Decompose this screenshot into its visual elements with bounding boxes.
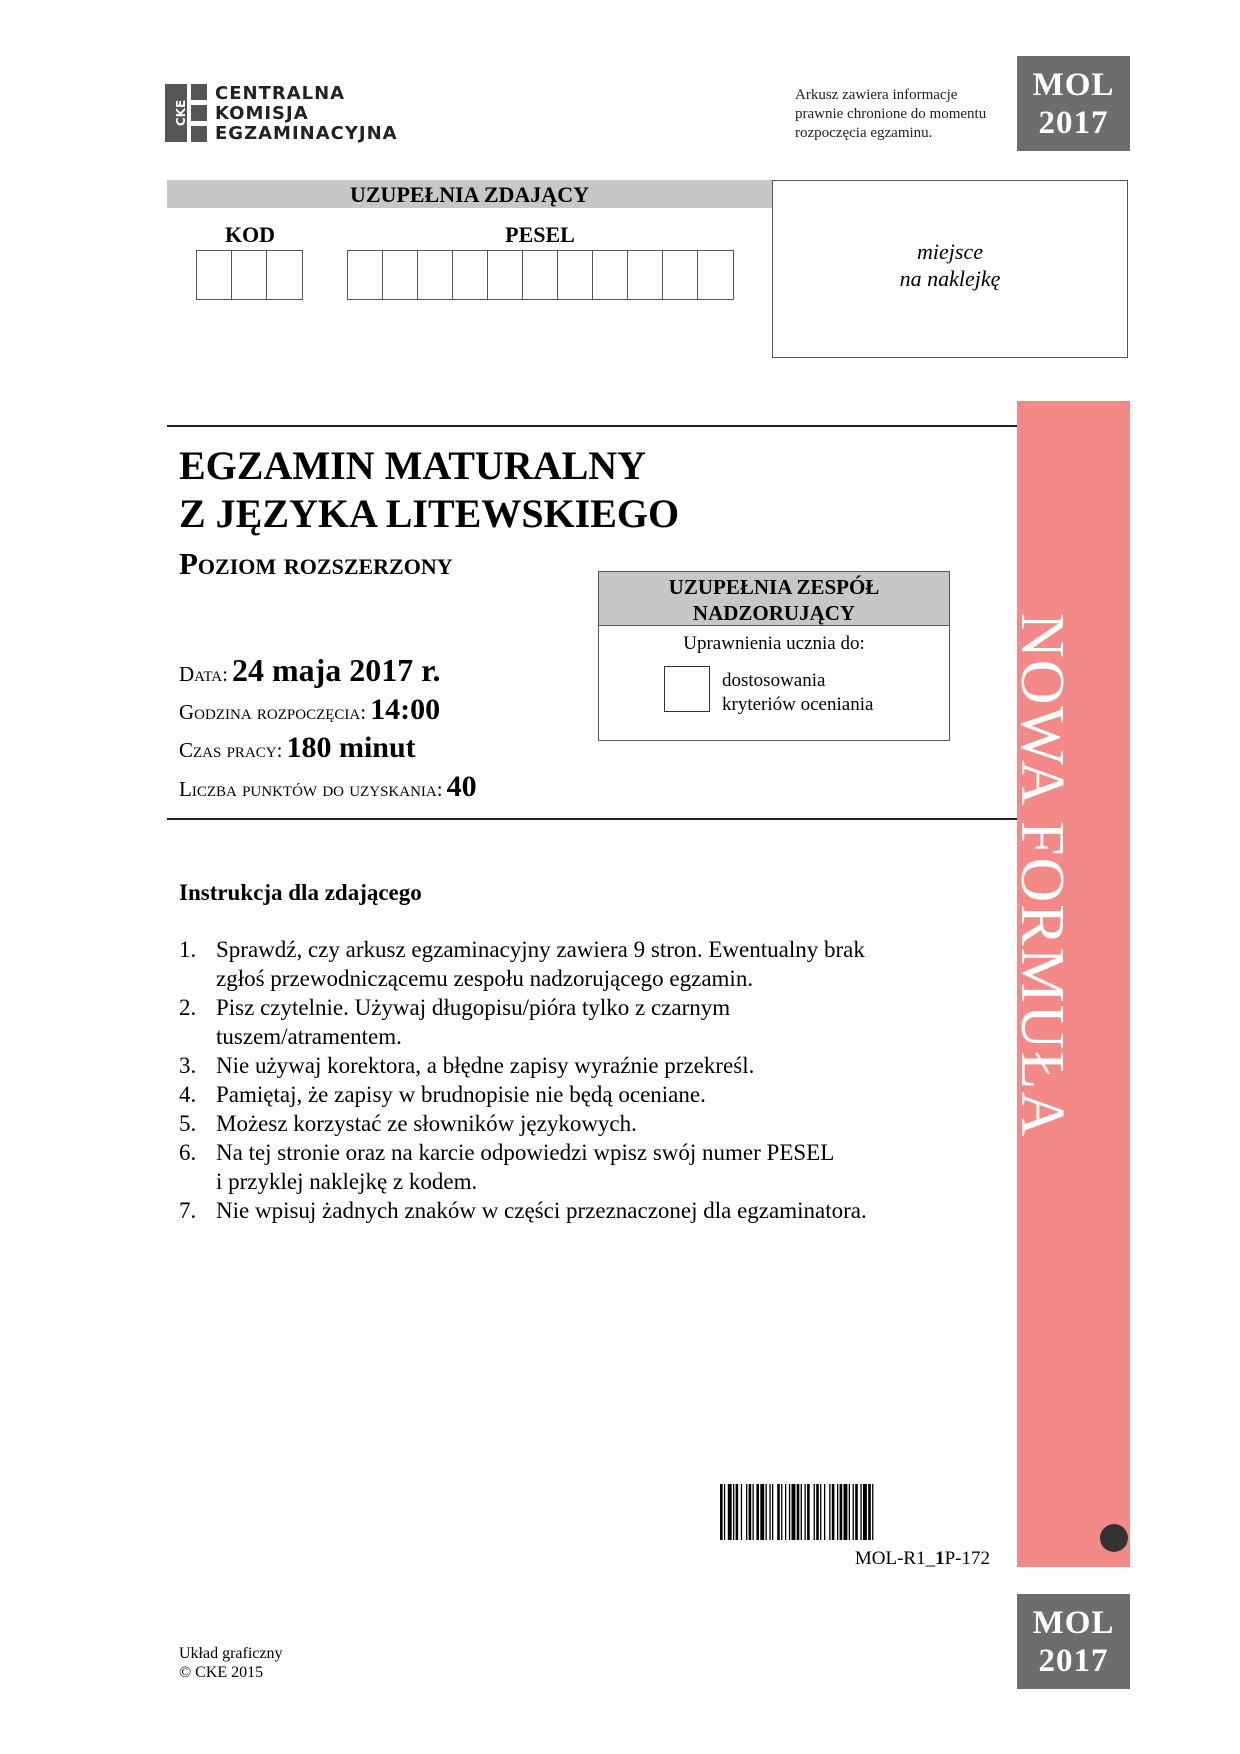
barcode-icon bbox=[720, 1484, 990, 1540]
kod-label: KOD bbox=[224, 222, 276, 247]
points-row bbox=[179, 770, 477, 804]
start-time-value: 14:00 bbox=[370, 693, 441, 726]
instruction-item bbox=[179, 1080, 959, 1109]
instructions-title: Instrukcja dla zdającego bbox=[179, 880, 422, 905]
exam-year: 2017 bbox=[1038, 1643, 1109, 1679]
instruction-number: 6. bbox=[179, 1140, 197, 1165]
option-line: kryteriów oceniania bbox=[722, 694, 874, 715]
nowa-formula-band bbox=[1008, 401, 1130, 1567]
start-time-row bbox=[179, 693, 440, 727]
instruction-line: Na tej stronie oraz na karcie odpowiedzi wpisz swój numer PESEL bbox=[216, 1140, 835, 1165]
digit-cell[interactable] bbox=[453, 251, 488, 299]
digit-cell[interactable] bbox=[523, 251, 558, 299]
instruction-item bbox=[179, 935, 959, 993]
logo-line: KOMISJA bbox=[215, 103, 309, 124]
exam-date-row bbox=[179, 652, 441, 689]
exam-code: MOL bbox=[1032, 1605, 1115, 1641]
instruction-line: Nie wpisuj żadnych znaków w części przeznaczonej dla egzaminatora. bbox=[216, 1198, 867, 1223]
digit-cell[interactable] bbox=[267, 251, 302, 299]
digit-cell[interactable] bbox=[348, 251, 383, 299]
digit-cell[interactable] bbox=[197, 251, 232, 299]
team-header-line: UZUPEŁNIA ZESPÓŁ bbox=[668, 575, 880, 599]
digit-cell[interactable] bbox=[232, 251, 267, 299]
footer-line: © CKE 2015 bbox=[179, 1664, 264, 1681]
team-header-line: NADZORUJĄCY bbox=[692, 601, 856, 625]
exam-level: Poziom rozszerzony bbox=[179, 546, 453, 581]
sticker-placeholder bbox=[772, 180, 1128, 358]
sticker-line: na naklejkę bbox=[899, 266, 1001, 291]
instruction-item bbox=[179, 1051, 959, 1080]
instruction-text bbox=[216, 1196, 867, 1225]
digit-cell[interactable] bbox=[488, 251, 523, 299]
duration-value: 180 minut bbox=[286, 731, 416, 764]
points-value: 40 bbox=[446, 770, 477, 803]
instruction-text bbox=[216, 1109, 637, 1138]
instruction-text bbox=[216, 1080, 706, 1109]
logo-line: CENTRALNA bbox=[215, 83, 346, 104]
barcode-code-suffix: P-172 bbox=[944, 1548, 990, 1569]
exam-code-badge-top bbox=[1017, 56, 1130, 151]
instruction-item bbox=[179, 1196, 959, 1225]
logo-text bbox=[215, 84, 398, 144]
instruction-number: 4. bbox=[179, 1082, 197, 1107]
kod-input-cells[interactable] bbox=[196, 250, 303, 300]
instruction-text bbox=[216, 1051, 754, 1080]
barcode-code bbox=[720, 1548, 990, 1570]
marker-dot bbox=[1100, 1524, 1128, 1552]
pesel-input-cells[interactable] bbox=[347, 250, 734, 300]
logo-line: EGZAMINACYJNA bbox=[215, 123, 398, 144]
option-line: dostosowania bbox=[722, 670, 826, 691]
candidate-section-header: UZUPEŁNIA ZDAJĄCY bbox=[167, 180, 772, 208]
cke-logo-icon bbox=[165, 84, 207, 142]
duration-label: Czas pracy: bbox=[179, 738, 283, 762]
instruction-line: Sprawdź, czy arkusz egzaminacyjny zawiera 9 stron. Ewentualny brak bbox=[216, 937, 865, 962]
adaptation-checkbox[interactable] bbox=[664, 666, 710, 712]
instruction-line: tuszem/atramentem. bbox=[216, 1024, 402, 1049]
digit-cell[interactable] bbox=[698, 251, 733, 299]
instruction-item bbox=[179, 1138, 959, 1196]
instruction-line: Nie używaj korektora, a błędne zapisy wyraźnie przekreśl. bbox=[216, 1053, 755, 1078]
instruction-text bbox=[216, 993, 730, 1051]
supervising-team-box bbox=[598, 571, 950, 741]
svg-text:CKE: CKE bbox=[174, 99, 188, 127]
instructions-list bbox=[179, 935, 959, 1225]
note-line: rozpoczęcia egzaminu. bbox=[795, 125, 933, 141]
confidentiality-note bbox=[795, 86, 1015, 143]
instruction-number: 5. bbox=[179, 1111, 197, 1136]
instruction-line: zgłoś przewodniczącemu zespołu nadzorującego egzamin. bbox=[216, 966, 754, 991]
exam-year: 2017 bbox=[1038, 105, 1109, 141]
instruction-number: 2. bbox=[179, 995, 197, 1020]
note-line: Arkusz zawiera informacje bbox=[795, 87, 958, 103]
exam-code: MOL bbox=[1032, 67, 1115, 103]
divider-bottom bbox=[167, 818, 1017, 820]
note-line: prawnie chronione do momentu bbox=[795, 106, 987, 122]
duration-row bbox=[179, 731, 416, 765]
start-time-label: Godzina rozpoczęcia: bbox=[179, 700, 367, 724]
instruction-text bbox=[216, 935, 865, 993]
date-label: Data: bbox=[179, 662, 228, 686]
instruction-item bbox=[179, 1109, 959, 1138]
instruction-item bbox=[179, 993, 959, 1051]
instruction-line: i przyklej naklejkę z kodem. bbox=[216, 1169, 478, 1194]
digit-cell[interactable] bbox=[383, 251, 418, 299]
instruction-line: Pisz czytelnie. Używaj długopisu/pióra tylko z czarnym bbox=[216, 995, 731, 1020]
divider-top bbox=[167, 425, 1017, 427]
instruction-number: 7. bbox=[179, 1198, 197, 1223]
instruction-line: Możesz korzystać ze słowników językowych. bbox=[216, 1111, 637, 1136]
barcode-code-prefix: MOL-R1_ bbox=[854, 1548, 936, 1569]
exam-subject: Z JĘZYKA LITEWSKIEGO bbox=[179, 491, 680, 536]
instruction-line: Pamiętaj, że zapisy w brudnopisie nie będą oceniane. bbox=[216, 1082, 706, 1107]
exam-code-badge-bottom bbox=[1017, 1594, 1130, 1689]
digit-cell[interactable] bbox=[663, 251, 698, 299]
instruction-number: 1. bbox=[179, 937, 197, 962]
nowa-formula-text: NOWA FORMUŁA bbox=[1008, 613, 1076, 1139]
instruction-text bbox=[216, 1138, 834, 1196]
exam-title: EGZAMIN MATURALNY bbox=[179, 443, 647, 488]
footer bbox=[179, 1644, 283, 1682]
team-box-header bbox=[599, 572, 949, 626]
date-value: 24 maja 2017 r. bbox=[231, 652, 441, 688]
digit-cell[interactable] bbox=[628, 251, 663, 299]
points-label: Liczba punktów do uzyskania: bbox=[179, 777, 443, 801]
instruction-number: 3. bbox=[179, 1053, 197, 1078]
team-box-subtitle: Uprawnienia ucznia do: bbox=[683, 633, 865, 654]
pesel-label: PESEL bbox=[505, 222, 575, 247]
adaptation-option-label bbox=[722, 669, 873, 717]
footer-line: Układ graficzny bbox=[179, 1645, 283, 1662]
cke-logo bbox=[165, 84, 405, 144]
digit-cell[interactable] bbox=[418, 251, 453, 299]
digit-cell[interactable] bbox=[593, 251, 628, 299]
barcode-code-bold: 1 bbox=[935, 1548, 945, 1569]
digit-cell[interactable] bbox=[558, 251, 593, 299]
sticker-line: miejsce bbox=[917, 239, 983, 264]
